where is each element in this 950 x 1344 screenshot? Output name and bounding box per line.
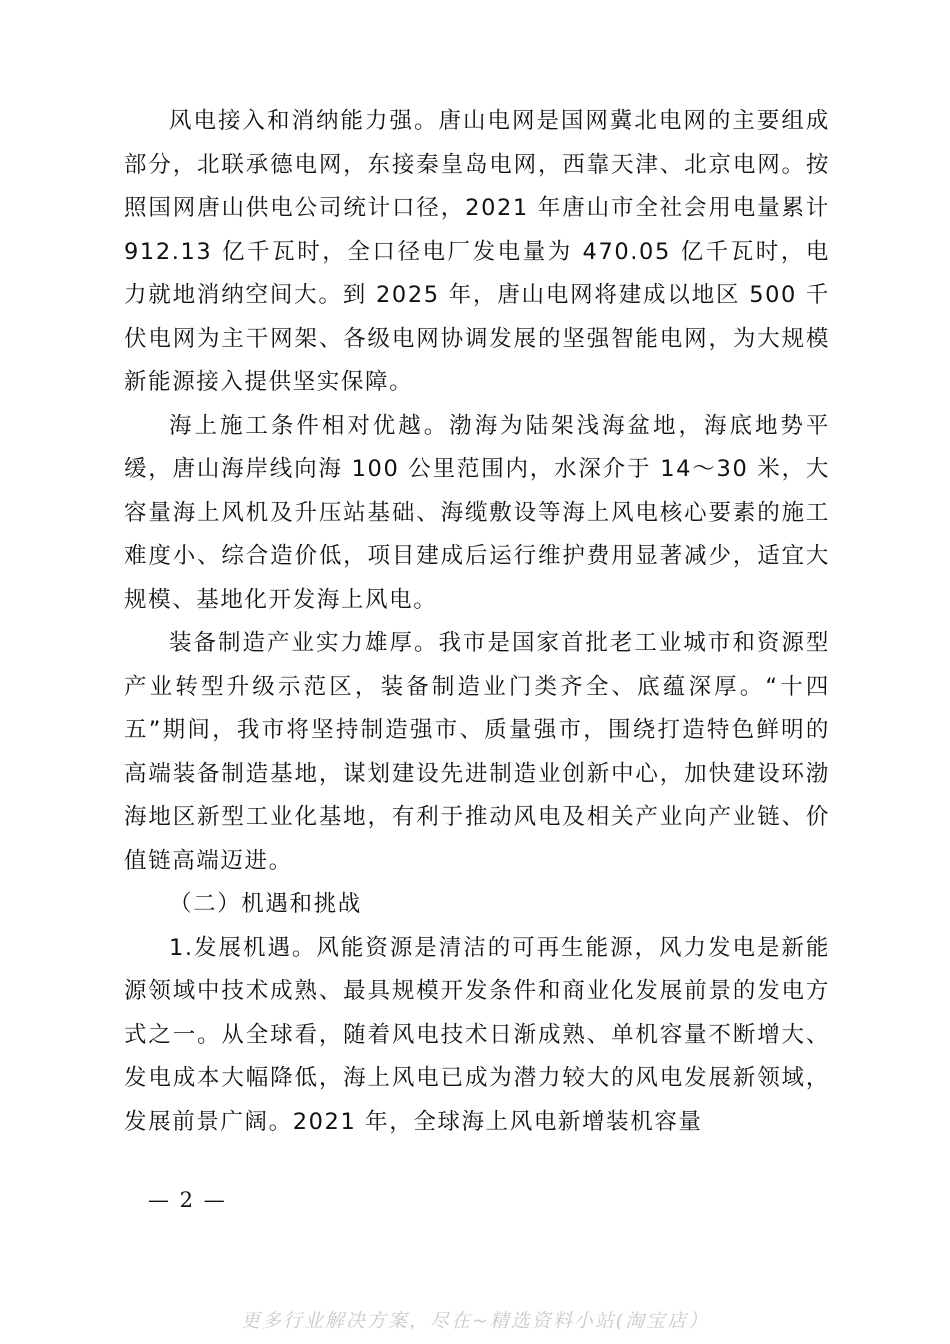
document-body [124, 100, 830, 1144]
section-heading: （二）机遇和挑战 [169, 891, 362, 917]
paragraph-grid-capacity: 风电接入和消纳能力强。唐山电网是国网冀北电网的主要组成部分，北联承德电网，东接秦皇岛电网，西靠天津、北京电网。按照国网唐山供电公司统计口径，2021 年唐山市全社会用电量累计 912.13 亿千瓦时，全口径电厂发电量为 470.05 亿千瓦时，电力就地消纳空间大。到 2025 年，唐山电网将建成以地区 500 千伏电网为主干网架、各级电网协调发展的坚强智能电网，为大规模新能源接入提供坚实保障。 [124, 108, 830, 395]
paragraph-offshore-conditions: 海上施工条件相对优越。渤海为陆架浅海盆地，海底地势平缓，唐山海岸线向海 100 公里范围内，水深介于 14～30 米，大容量海上风机及升压站基础、海缆敷设等海上风电核心要素的施工难度小、综合造价低，项目建成后运行维护费用显著减少，适宜大规模、基地化开发海上风电。 [124, 412, 830, 613]
paragraph-equipment-manufacturing: 装备制造产业实力雄厚。我市是国家首批老工业城市和资源型产业转型升级示范区，装备制造业门类齐全、底蕴深厚。“十四五”期间，我市将坚持制造强市、质量强市，围绕打造特色鲜明的高端装备制造基地，谋划建设先进制造业创新中心，加快建设环渤海地区新型工业化基地，有利于推动风电及相关产业向产业链、价值链高端迈进。 [124, 630, 830, 874]
footer-watermark: 更多行业解决方案，尽在~精选资料小站(淘宝店） [240, 1310, 710, 1332]
page-number: — 2 — [148, 1188, 227, 1212]
paragraph-development-opportunities: 1.发展机遇。风能资源是清洁的可再生能源，风力发电是新能源领域中技术成熟、最具规模开发条件和商业化发展前景的发电方式之一。从全球看，随着风电技术日渐成熟、单机容量不断增大、发电成本大幅降低，海上风电已成为潜力较大的风电发展新领域，发展前景广阔。2021 年，全球海上风电新增装机容量 [124, 934, 830, 1135]
